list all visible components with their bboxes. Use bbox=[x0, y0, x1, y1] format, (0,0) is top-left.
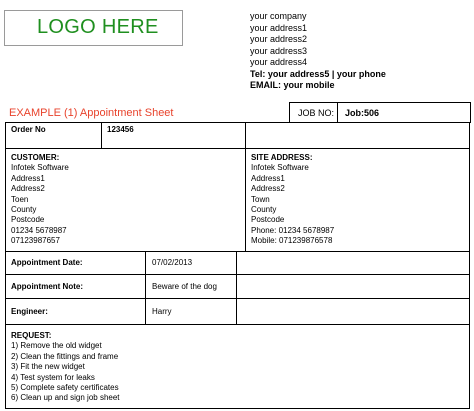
company-email-line: EMAIL: your mobile bbox=[250, 80, 335, 90]
appointment-date-value: 07/02/2013 bbox=[152, 258, 193, 267]
site-address-line: Mobile: 071239876578 bbox=[251, 236, 333, 246]
company-details bbox=[250, 11, 386, 92]
request-block bbox=[11, 331, 120, 404]
column-divider bbox=[101, 122, 102, 148]
site-address-heading: SITE ADDRESS: bbox=[251, 153, 313, 162]
site-address-line: Town bbox=[251, 194, 270, 204]
job-box-divider bbox=[337, 103, 338, 122]
company-tel-line: Tel: your address5 | your phone bbox=[250, 68, 386, 79]
row-divider bbox=[5, 148, 470, 149]
job-number-label: JOB NO: bbox=[298, 108, 335, 118]
request-heading: REQUEST: bbox=[11, 331, 52, 340]
customer-line: Postcode bbox=[11, 215, 45, 225]
sheet-title: EXAMPLE (1) Appointment Sheet bbox=[9, 107, 174, 119]
site-address-line: Postcode bbox=[251, 215, 285, 225]
row-divider bbox=[5, 251, 470, 252]
site-address-line: Infotek Software bbox=[251, 163, 309, 173]
company-line: your company bbox=[250, 11, 307, 21]
company-line: your address1 bbox=[250, 22, 308, 33]
engineer-label: Engineer: bbox=[11, 307, 48, 316]
customer-line: County bbox=[11, 205, 37, 215]
customer-line: 01234 5678987 bbox=[11, 225, 67, 235]
appointment-note-label: Appointment Note: bbox=[11, 282, 83, 291]
customer-block bbox=[11, 153, 69, 247]
logo-text: LOGO HERE bbox=[37, 16, 159, 38]
site-address-line: Address1 bbox=[251, 173, 285, 183]
request-item: 4) Test system for leaks bbox=[11, 372, 95, 382]
request-item: 5) Complete safety certificates bbox=[11, 383, 119, 393]
appointment-date-label: Appointment Date: bbox=[11, 258, 83, 267]
job-number-box bbox=[289, 102, 471, 123]
request-item: 2) Clean the fittings and frame bbox=[11, 351, 119, 361]
order-number-value: 123456 bbox=[107, 125, 134, 134]
request-item: 6) Clean up and sign job sheet bbox=[11, 393, 120, 403]
site-address-line: Phone: 01234 5678987 bbox=[251, 225, 335, 235]
column-divider bbox=[245, 122, 246, 251]
appointment-note-value: Beware of the dog bbox=[152, 282, 217, 291]
site-address-line: Address2 bbox=[251, 184, 285, 194]
customer-heading: CUSTOMER: bbox=[11, 153, 60, 162]
column-divider bbox=[236, 251, 237, 324]
site-address-block bbox=[251, 153, 334, 247]
order-number-label: Order No bbox=[11, 125, 46, 134]
row-divider bbox=[5, 298, 470, 299]
customer-line: 07123987657 bbox=[11, 236, 60, 246]
company-line: your address4 bbox=[250, 57, 308, 67]
request-item: 1) Remove the old widget bbox=[11, 341, 102, 351]
row-divider bbox=[5, 324, 470, 325]
row-divider bbox=[5, 274, 470, 275]
customer-line: Toen bbox=[11, 194, 29, 204]
site-address-line: County bbox=[251, 205, 277, 215]
customer-line: Infotek Software bbox=[11, 163, 69, 173]
customer-line: Address2 bbox=[11, 184, 45, 194]
company-line: your address3 bbox=[250, 45, 308, 56]
column-divider bbox=[145, 251, 146, 324]
logo-placeholder bbox=[4, 10, 183, 46]
engineer-value: Harry bbox=[152, 307, 172, 316]
company-line: your address2 bbox=[250, 34, 308, 44]
job-number-value: Job:506 bbox=[345, 108, 380, 118]
customer-line: Address1 bbox=[11, 173, 45, 183]
request-item: 3) Fit the new widget bbox=[11, 362, 85, 372]
